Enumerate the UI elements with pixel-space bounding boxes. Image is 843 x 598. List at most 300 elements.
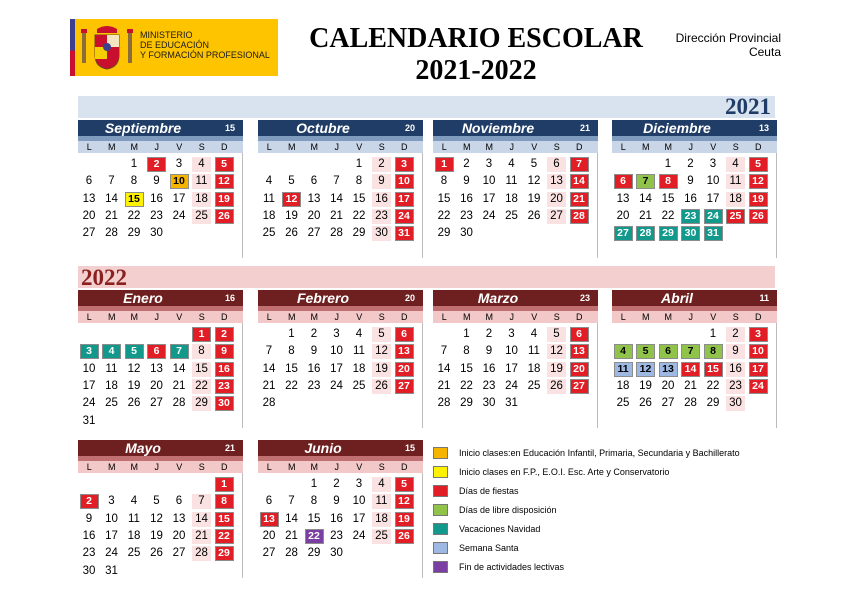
legend-label: Inicio clases:en Educación Infantil, Primaria, Secundaria y Bachillerato (459, 448, 740, 458)
day-cell: 11 (505, 175, 518, 188)
day-cell: 21 (192, 529, 211, 544)
day-cell: 13 (172, 512, 186, 525)
weekday-label: M (130, 142, 138, 152)
day-cell: 23 (460, 209, 473, 222)
month-name: Diciembre (643, 120, 711, 136)
month-name: Enero (123, 290, 163, 306)
month-octubre (258, 120, 423, 258)
weekday-label: M (664, 312, 672, 322)
day-cell: 20 (150, 379, 163, 392)
month-name: Marzo (477, 290, 519, 306)
weekday-header-row (258, 141, 423, 153)
weekday-label: D (221, 312, 228, 322)
weekday-label: V (531, 312, 538, 322)
weekday-label: S (732, 142, 739, 152)
day-cell-fiesta: 12 (395, 494, 414, 509)
month-name: Junio (304, 440, 342, 456)
day-cell: 3 (333, 328, 340, 340)
weekday-label: D (576, 142, 583, 152)
weekday-label: S (378, 142, 385, 152)
day-cell: 20 (172, 529, 186, 542)
day-cell: 23 (330, 529, 343, 542)
day-cell: 4 (508, 158, 515, 170)
ministry-logo (70, 19, 278, 76)
day-cell: 9 (726, 344, 745, 359)
day-grid (258, 323, 423, 428)
day-cell: 19 (150, 529, 163, 542)
day-cell-fiesta: 5 (395, 477, 414, 492)
day-cell: 22 (127, 209, 141, 222)
weekday-label: M (108, 142, 116, 152)
month-school-days-count: 15 (404, 443, 415, 453)
day-cell: 15 (661, 192, 675, 205)
day-cell: 1 (664, 158, 672, 170)
weekday-label: S (553, 312, 560, 322)
day-cell: 16 (684, 192, 697, 205)
day-cell: 18 (726, 192, 745, 207)
day-cell-navidad: 23 (681, 209, 700, 224)
weekday-label: J (334, 312, 339, 322)
day-cell-libre: 8 (704, 344, 723, 359)
weekday-header-row (78, 311, 243, 323)
day-cell: 22 (706, 379, 720, 392)
direction-line-2: Ceuta (748, 45, 781, 59)
legend (433, 446, 793, 579)
day-cell: 24 (82, 397, 96, 410)
day-cell: 19 (547, 362, 566, 377)
day-cell: 29 (307, 547, 321, 560)
day-cell: 15 (352, 192, 366, 205)
day-cell: 23 (82, 547, 96, 560)
day-cell-fiesta: 2 (147, 157, 166, 172)
weekday-label: J (154, 312, 159, 322)
weekday-label: J (334, 142, 339, 152)
day-cell: 15 (192, 362, 211, 377)
day-cell: 18 (372, 512, 391, 527)
weekday-label: M (288, 142, 296, 152)
month-school-days-count: 21 (579, 123, 590, 133)
day-cell: 11 (105, 362, 118, 375)
day-cell: 29 (437, 227, 451, 240)
month-mayo (78, 440, 243, 578)
day-cell: 18 (616, 379, 630, 392)
day-cell: 24 (482, 209, 496, 222)
month-name: Octubre (296, 120, 350, 136)
weekday-label: M (664, 142, 672, 152)
day-cell: 30 (460, 227, 473, 240)
day-cell: 28 (172, 397, 186, 410)
day-cell: 28 (437, 397, 451, 410)
month-header (78, 440, 243, 456)
day-cell: 6 (175, 495, 183, 508)
day-cell-fiesta: 5 (749, 157, 768, 172)
day-cell: 10 (706, 175, 720, 188)
month-abril (612, 290, 777, 428)
day-cell-fiesta: 3 (749, 327, 768, 342)
day-cell: 18 (192, 192, 211, 207)
day-cell: 24 (105, 547, 118, 560)
day-cell-fiesta: 19 (395, 512, 414, 527)
day-cell: 19 (285, 209, 298, 222)
day-cell-fiesta: 19 (215, 192, 234, 207)
day-cell: 30 (82, 564, 96, 577)
day-cell: 28 (262, 397, 276, 410)
year-label-2022: 2022 (81, 265, 127, 290)
weekday-label: L (266, 312, 272, 322)
weekday-label: S (198, 462, 205, 472)
day-cell: 14 (437, 362, 451, 375)
day-cell: 11 (528, 345, 540, 358)
day-cell: 14 (172, 362, 186, 375)
day-cell: 19 (639, 379, 652, 392)
day-cell-inicio-fp: 15 (125, 192, 144, 207)
day-cell-fiesta: 19 (749, 192, 768, 207)
direction-line-1: Dirección Provincial (675, 31, 781, 45)
weekday-label: L (86, 142, 92, 152)
day-cell: 4 (130, 495, 138, 508)
day-cell: 17 (482, 192, 496, 205)
weekday-label: J (688, 142, 693, 152)
day-cell: 10 (505, 345, 518, 358)
day-cell-inicio-inf: 10 (170, 174, 189, 189)
day-cell: 17 (352, 512, 366, 525)
day-cell-fiesta: 26 (395, 529, 414, 544)
day-cell: 17 (505, 362, 518, 375)
ministry-name (140, 30, 276, 60)
day-cell: 15 (285, 362, 298, 375)
day-cell-navidad: 29 (659, 226, 678, 241)
day-cell-navidad: 24 (704, 209, 723, 224)
month-junio (258, 440, 423, 578)
day-cell: 16 (372, 192, 391, 207)
day-cell: 25 (352, 379, 366, 392)
day-cell: 11 (128, 512, 140, 525)
month-header (258, 440, 423, 456)
day-cell: 7 (440, 345, 448, 358)
weekday-label: V (176, 462, 183, 472)
day-cell-santa: 12 (636, 362, 655, 377)
legend-label: Inicio clases en F.P., E.O.I. Esc. Arte y Conservatorio (459, 467, 670, 477)
day-cell-fiesta: 6 (614, 174, 633, 189)
day-cell-fiesta: 29 (215, 546, 234, 561)
month-school-days-count: 11 (759, 293, 769, 303)
day-cell: 12 (527, 175, 541, 188)
day-cell: 27 (262, 547, 276, 560)
day-cell: 12 (372, 344, 391, 359)
month-name: Noviembre (461, 120, 535, 136)
day-cell: 27 (661, 397, 675, 410)
day-cell: 10 (352, 495, 366, 508)
month-diciembre (612, 120, 777, 258)
day-cell: 26 (285, 227, 298, 240)
day-cell: 21 (285, 529, 298, 542)
weekday-label: J (154, 462, 159, 472)
legend-swatch (433, 447, 448, 459)
day-cell: 9 (333, 495, 340, 508)
day-cell: 25 (127, 547, 141, 560)
day-cell-libre: 4 (614, 344, 633, 359)
day-cell: 30 (330, 547, 343, 560)
day-cell: 8 (463, 345, 470, 358)
day-cell: 22 (661, 209, 675, 222)
weekday-label: L (266, 142, 272, 152)
day-cell-fiesta: 13 (570, 344, 589, 359)
day-cell: 6 (310, 175, 318, 188)
day-cell: 3 (355, 478, 363, 490)
day-cell-fiesta: 14 (570, 174, 589, 189)
day-cell: 1 (709, 328, 717, 340)
day-cell: 24 (330, 379, 343, 392)
weekday-label: V (176, 312, 183, 322)
coat-of-arms-icon (79, 23, 135, 72)
day-grid (612, 323, 777, 428)
day-cell-santa: 13 (659, 362, 678, 377)
ministry-line-3: Y FORMACIÓN PROFESIONAL (140, 50, 270, 60)
day-cell: 3 (108, 495, 115, 508)
day-cell-fiesta: 26 (215, 209, 234, 224)
day-cell-santa: 11 (614, 362, 633, 377)
day-cell-fiesta: 5 (215, 157, 234, 172)
weekday-label: L (441, 312, 447, 322)
day-cell: 4 (265, 175, 273, 188)
day-cell: 9 (485, 345, 493, 358)
day-cell: 28 (105, 227, 118, 240)
day-cell-fiesta: 30 (215, 396, 234, 411)
day-cell: 11 (726, 174, 745, 189)
day-cell: 3 (709, 158, 717, 170)
month-school-days-count: 23 (579, 293, 590, 303)
day-cell: 7 (192, 494, 211, 509)
day-cell-fiesta: 6 (395, 327, 414, 342)
weekday-label: D (401, 312, 408, 322)
day-cell: 25 (262, 227, 276, 240)
day-cell: 8 (130, 175, 138, 188)
day-cell: 28 (330, 227, 343, 240)
day-cell: 23 (307, 379, 321, 392)
day-cell: 16 (150, 192, 163, 205)
weekday-header-row (258, 311, 423, 323)
day-cell: 28 (285, 547, 298, 560)
day-cell: 9 (85, 512, 93, 525)
day-cell-fiesta: 17 (395, 192, 414, 207)
day-cell-fiesta: 8 (215, 494, 234, 509)
day-cell: 14 (639, 192, 652, 205)
day-cell: 22 (437, 209, 451, 222)
weekday-label: D (401, 462, 408, 472)
day-cell: 20 (616, 209, 630, 222)
day-cell: 12 (150, 512, 163, 525)
day-cell: 16 (330, 512, 343, 525)
day-cell: 11 (263, 192, 275, 205)
day-cell-fiesta: 12 (282, 192, 301, 207)
day-grid (433, 153, 598, 258)
month-header (78, 290, 243, 306)
day-cell: 30 (726, 396, 745, 411)
day-cell: 26 (150, 547, 163, 560)
day-cell: 25 (192, 209, 211, 224)
day-cell: 23 (372, 209, 391, 224)
day-cell-fiesta: 10 (395, 174, 414, 189)
day-cell: 15 (460, 362, 473, 375)
day-grid (433, 323, 598, 428)
title-line-2: 2021-2022 (415, 55, 537, 86)
weekday-header-row (78, 141, 243, 153)
day-cell-fiesta: 24 (749, 379, 768, 394)
day-cell: 19 (127, 379, 141, 392)
day-cell: 25 (105, 397, 118, 410)
day-grid (612, 153, 777, 258)
day-cell: 22 (352, 209, 366, 222)
day-cell: 29 (127, 227, 141, 240)
year-band-2022 (78, 266, 775, 288)
day-cell: 21 (639, 209, 652, 222)
day-cell-navidad: 5 (125, 344, 144, 359)
day-cell-fiesta: 1 (192, 327, 211, 342)
month-school-days-count: 13 (758, 123, 769, 133)
legend-label: Fin de actividades lectivas (459, 562, 565, 572)
day-cell: 21 (684, 379, 697, 392)
legend-label: Vacaciones Navidad (459, 524, 541, 534)
weekday-label: M (485, 312, 493, 322)
day-cell: 17 (706, 192, 720, 205)
weekday-label: M (463, 142, 471, 152)
day-cell: 9 (372, 174, 391, 189)
day-cell: 23 (150, 209, 163, 222)
day-cell: 25 (372, 529, 391, 544)
day-cell: 14 (285, 512, 298, 525)
day-cell: 2 (463, 158, 470, 170)
day-grid (78, 473, 243, 578)
weekday-label: M (642, 142, 650, 152)
day-cell-fiesta: 27 (395, 379, 414, 394)
day-cell: 6 (265, 495, 273, 508)
day-cell: 20 (82, 209, 96, 222)
weekday-label: V (710, 312, 717, 322)
day-cell-fiesta: 23 (215, 379, 234, 394)
day-cell: 7 (288, 495, 295, 508)
month-header (78, 120, 243, 136)
day-cell: 9 (463, 175, 470, 188)
day-cell: 14 (192, 512, 211, 527)
weekday-label: D (221, 142, 228, 152)
day-cell-fiesta: 1 (435, 157, 454, 172)
direction-label (676, 31, 781, 59)
day-grid (258, 473, 423, 578)
day-cell: 8 (192, 344, 211, 359)
day-cell: 5 (153, 495, 160, 508)
day-cell-fiesta: 16 (215, 362, 234, 377)
day-cell: 11 (372, 494, 391, 509)
day-cell: 18 (352, 362, 366, 375)
day-cell: 29 (460, 397, 473, 410)
day-cell: 4 (192, 157, 211, 172)
day-cell: 26 (127, 397, 141, 410)
day-cell: 7 (265, 345, 273, 358)
day-cell: 18 (527, 362, 541, 375)
day-cell: 16 (460, 192, 473, 205)
day-cell: 1 (130, 158, 138, 170)
year-label-2021: 2021 (725, 94, 771, 119)
weekday-label: D (576, 312, 583, 322)
day-cell-fiesta: 28 (570, 209, 589, 224)
day-cell-navidad: 27 (614, 226, 633, 241)
day-cell: 17 (105, 529, 118, 542)
weekday-label: V (710, 142, 717, 152)
day-cell-fiesta: 6 (570, 327, 589, 342)
day-cell: 2 (333, 478, 340, 490)
day-cell-fiesta: 20 (570, 362, 589, 377)
day-cell: 27 (307, 227, 321, 240)
day-cell: 24 (352, 529, 366, 542)
day-cell: 18 (262, 209, 276, 222)
month-school-days-count: 16 (224, 293, 235, 303)
day-grid (78, 153, 243, 258)
month-school-days-count: 20 (404, 123, 415, 133)
day-cell: 26 (547, 379, 566, 394)
legend-item-inicio-fp (433, 465, 793, 484)
day-cell-fiesta: 3 (395, 157, 414, 172)
weekday-label: M (288, 462, 296, 472)
day-cell-fiesta: 10 (749, 344, 768, 359)
day-cell-fiesta: 15 (215, 512, 234, 527)
weekday-label: S (378, 462, 385, 472)
month-header (433, 290, 598, 306)
day-cell: 9 (687, 175, 694, 188)
weekday-label: S (378, 312, 385, 322)
day-cell: 24 (172, 209, 186, 222)
day-cell: 7 (333, 175, 340, 188)
day-cell-fiesta: 12 (215, 174, 234, 189)
day-cell: 5 (372, 327, 391, 342)
month-marzo (433, 290, 598, 428)
weekday-label: M (485, 142, 493, 152)
day-cell: 27 (172, 547, 186, 560)
day-cell: 3 (508, 328, 515, 340)
day-cell: 23 (482, 379, 496, 392)
weekday-label: M (463, 312, 471, 322)
legend-item-inicio-inf (433, 446, 793, 465)
day-cell-fiesta: 21 (570, 192, 589, 207)
day-cell: 20 (547, 192, 566, 207)
day-cell: 22 (460, 379, 473, 392)
day-cell: 14 (330, 192, 343, 205)
weekday-label: M (130, 462, 138, 472)
legend-label: Días de fiestas (459, 486, 519, 496)
day-cell: 26 (372, 379, 391, 394)
weekday-label: M (108, 462, 116, 472)
day-cell: 3 (485, 158, 493, 170)
weekday-label: S (732, 312, 739, 322)
day-cell-fiesta: 20 (395, 362, 414, 377)
day-cell-libre: 7 (636, 174, 655, 189)
day-cell: 9 (153, 175, 160, 188)
legend-swatch (433, 523, 448, 535)
day-cell: 17 (82, 379, 96, 392)
day-cell-fiesta: 14 (681, 362, 700, 377)
month-febrero (258, 290, 423, 428)
legend-item-fin (433, 560, 793, 579)
day-cell: 5 (547, 327, 566, 342)
day-grid (258, 153, 423, 258)
day-cell: 12 (127, 362, 141, 375)
day-cell: 21 (437, 379, 451, 392)
day-cell-fiesta: 13 (260, 512, 279, 527)
day-cell: 15 (307, 512, 321, 525)
day-cell: 9 (310, 345, 318, 358)
day-cell-fiesta: 24 (395, 209, 414, 224)
legend-swatch (433, 466, 448, 478)
day-cell: 2 (726, 327, 745, 342)
